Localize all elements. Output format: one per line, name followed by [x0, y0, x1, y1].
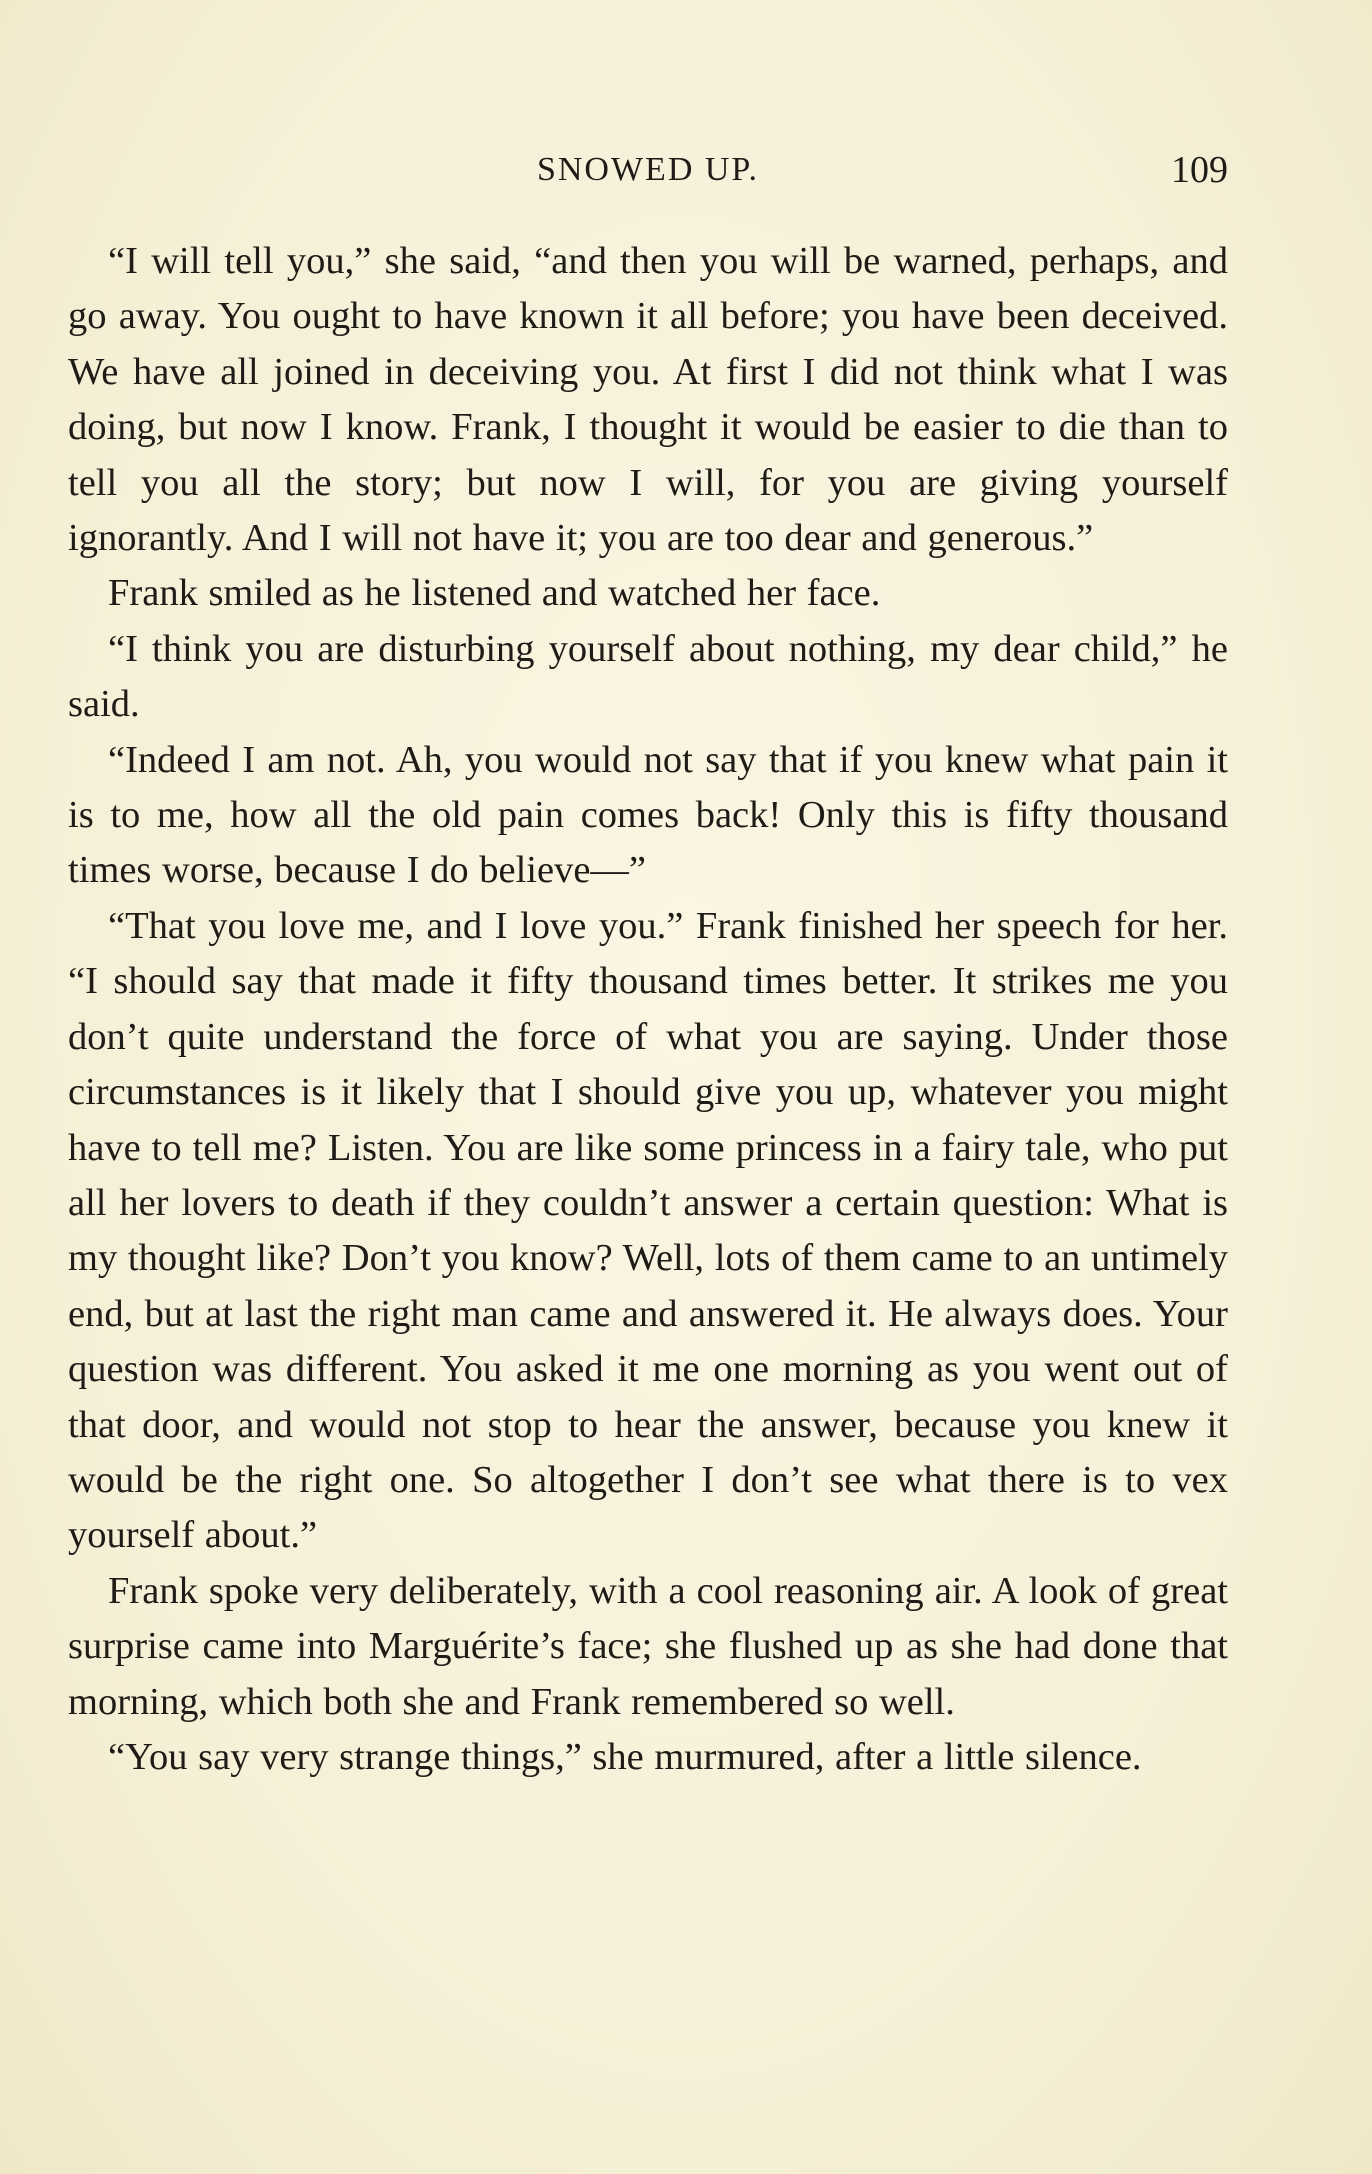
paragraph: Frank smiled as he listened and watched her face.: [108, 572, 881, 615]
chapter-title: SNOWED UP.: [536, 151, 760, 188]
paragraph: “I will tell you,” she said, “and then you will be warned, perhaps, and go away. You ought to have known it all before; you have been deceived. We have all joined in deceiving you. At first I did not think what I was doing, but now I know. Frank, I thought it would be easier to die than to tell you all the story; but now I will, for you are giving yourself ignorantly. And I will not have it; you are too dear and generous.”: [68, 240, 1228, 560]
paragraph: “You say very strange things,” she murmured, after a little silence.: [108, 1735, 1142, 1778]
paragraph: “I think you are disturbing yourself about nothing, my dear child,” he said.: [68, 627, 1228, 726]
page-number: 109: [1171, 149, 1228, 191]
paragraph: “That you love me, and I love you.” Frank finished her speech for her. “I should say that made it fifty thousand times better. It strikes me you don’t quite understand the force of what you are saying. Under those circumstances is it likely that I should give you up, whatever you might have to tell me? Listen. You are like some princess in a fairy tale, who put all her lovers to death if they couldn’t answer a certain question: What is my thought like? Don’t you know? Well, lots of them came to an untimely end, but at last the right man came and answered it. He always does. Your question was different. You asked it me one morning as you went out of that door, and would not stop to hear the answer, because you knew it would be the right one. So altogether I don’t see what there is to vex yourself about.”: [68, 904, 1228, 1557]
paragraph: Frank spoke very deliberately, with a cool reasoning air. A look of great surprise came into Marguérite’s face; she flushed up as she had done that morning, which both she and Frank remembered so well.: [68, 1569, 1228, 1723]
body-text: [68, 234, 1228, 1785]
paragraph: “Indeed I am not. Ah, you would not say that if you knew what pain it is to me, how all the old pain comes back! Only this is fifty thousand times worse, because I do believe—”: [68, 738, 1228, 892]
running-header: [68, 146, 1228, 194]
